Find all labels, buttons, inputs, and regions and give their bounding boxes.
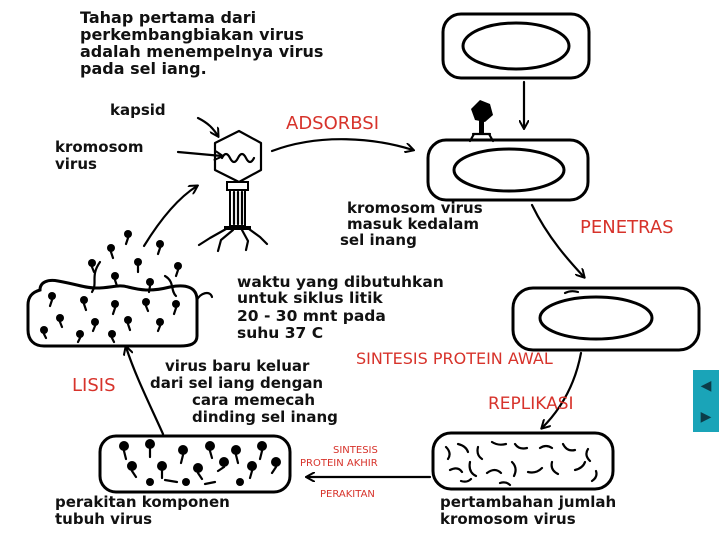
arrow-adsorbsi (272, 139, 413, 151)
cell-initial (443, 14, 589, 78)
label-virus-baru-3: cara memecah (192, 391, 316, 409)
label-masuk-2: masuk kedalam (347, 215, 480, 233)
label-perakitan-komponen-2: tubuh virus (55, 510, 153, 528)
label-kromosom-2: virus (55, 155, 97, 173)
label-penetras: PENETRAS (580, 217, 674, 238)
label-kromosom-1: kromosom (55, 138, 144, 156)
slide-nav (693, 370, 719, 432)
cell-lysis (28, 280, 212, 346)
label-virus-baru-4: dinding sel inang (192, 408, 338, 426)
label-waktu-3: 20 - 30 mnt pada (237, 307, 386, 325)
label-replikasi: REPLIKASI (488, 394, 574, 414)
label-masuk-3: sel inang (340, 231, 417, 249)
cell-penetration (513, 288, 699, 350)
pointer-kapsid (198, 118, 218, 136)
label-waktu-1: waktu yang dibutuhkan (237, 273, 444, 291)
intro-text (80, 8, 323, 78)
attached-phage-icon (470, 100, 493, 141)
label-pertambahan-2: kromosom virus (440, 510, 576, 528)
cell-assembly (100, 436, 290, 492)
label-perakitan-komponen-1: perakitan komponen (55, 493, 230, 511)
prev-arrow-icon: ◀ (700, 377, 712, 394)
next-arrow-icon: ▶ (700, 408, 712, 425)
label-masuk-1: kromosom virus (347, 199, 483, 217)
label-pertambahan-1: pertambahan jumlah (440, 493, 617, 511)
label-waktu-4: suhu 37 C (237, 324, 324, 342)
intro-line-3: adalah menempelnya virus (80, 42, 324, 61)
intro-line-4: pada sel iang. (80, 59, 207, 78)
label-kapsid: kapsid (110, 101, 166, 119)
label-lisis: LISIS (72, 375, 116, 396)
label-perakitan: PERAKITAN (320, 489, 375, 500)
label-waktu-2: untuk siklus litik (237, 289, 383, 307)
cell-adsorption (428, 140, 588, 200)
cell-replication (433, 433, 613, 489)
label-adsorbsi: ADSORBSI (286, 113, 380, 134)
label-sintesis-akhir-2: PROTEIN AKHIR (300, 458, 378, 469)
label-sintesis-akhir-1: SINTESIS (333, 445, 378, 456)
label-virus-baru-2: dari sel iang dengan (150, 374, 324, 392)
arrow-release (144, 186, 197, 246)
label-virus-baru-1: virus baru keluar (165, 357, 310, 375)
prev-slide-button[interactable] (693, 370, 719, 401)
arrow-penetras (532, 205, 584, 277)
intro-line-2: perkembangbiakan virus (80, 25, 304, 44)
label-sintesis-awal: SINTESIS PROTEIN AWAL (356, 349, 553, 368)
phage-icon (199, 131, 267, 251)
next-slide-button[interactable] (693, 401, 719, 432)
intro-line-1: Tahap pertama dari (80, 8, 257, 27)
